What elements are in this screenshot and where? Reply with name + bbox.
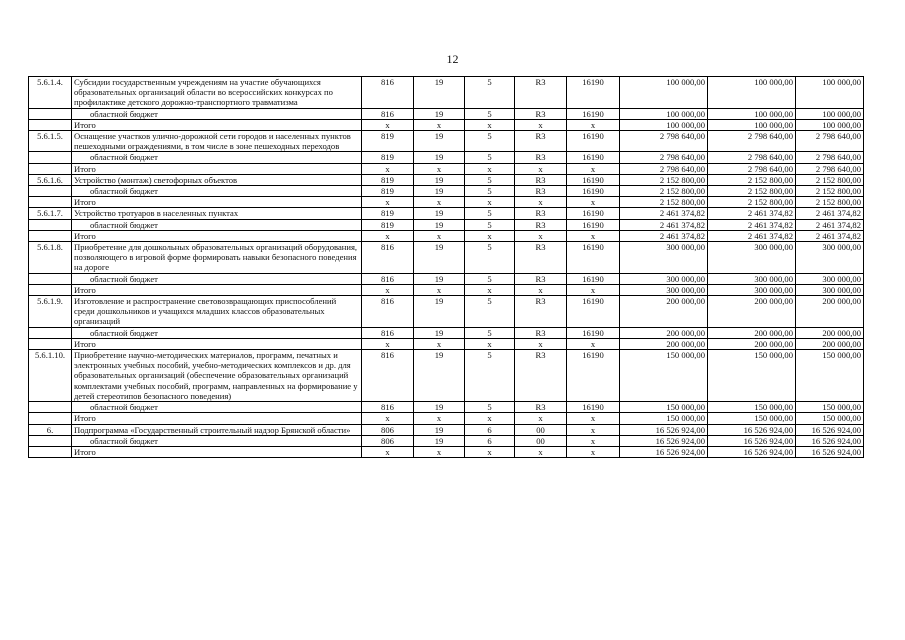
row-name: Приобретение научно-методических материалов, программ, печатных и электронных учебных пособий, учебно-методических комплексов и др. для образовательных организаций (обеспечение образовательных организаций комплектами учебных пособий, программ, направленных на формирование у детей стереотипов безопасного поведения) — [72, 350, 362, 402]
amount-year-2: 2 461 374,82 — [708, 219, 796, 230]
amount-year-3: 300 000,00 — [796, 284, 864, 295]
amount-year-2: 200 000,00 — [708, 338, 796, 349]
code-gp: 816 — [362, 402, 414, 413]
code-program: 19 — [414, 327, 465, 338]
code-direction: 16190 — [567, 296, 620, 328]
row-name: областной бюджет — [72, 273, 362, 284]
table-row — [29, 163, 864, 174]
code-subprogram: 5 — [465, 108, 515, 119]
amount-year-3: 2 461 374,82 — [796, 208, 864, 219]
amount-year-2: 2 798 640,00 — [708, 163, 796, 174]
amount-year-3: 2 798 640,00 — [796, 152, 864, 163]
code-event: 00 — [515, 424, 567, 435]
code-direction: 16190 — [567, 208, 620, 219]
code-gp: x — [362, 413, 414, 424]
code-gp: 816 — [362, 327, 414, 338]
row-name: Итого — [72, 163, 362, 174]
amount-year-3: 100 000,00 — [796, 77, 864, 109]
amount-year-3: 300 000,00 — [796, 273, 864, 284]
code-program: x — [414, 446, 465, 457]
code-subprogram: 6 — [465, 435, 515, 446]
code-direction: x — [567, 230, 620, 241]
amount-year-2: 300 000,00 — [708, 284, 796, 295]
code-subprogram: 5 — [465, 152, 515, 163]
table-row — [29, 119, 864, 130]
code-program: 19 — [414, 208, 465, 219]
code-gp: x — [362, 119, 414, 130]
row-name: Устройство тротуаров в населенных пунктах — [72, 208, 362, 219]
table-row — [29, 197, 864, 208]
code-event: R3 — [515, 152, 567, 163]
code-subprogram: x — [465, 338, 515, 349]
row-name: областной бюджет — [72, 435, 362, 446]
code-direction: x — [567, 413, 620, 424]
code-program: 19 — [414, 296, 465, 328]
amount-year-1: 2 152 800,00 — [620, 186, 708, 197]
amount-year-2: 2 461 374,82 — [708, 230, 796, 241]
amount-year-3: 100 000,00 — [796, 119, 864, 130]
code-subprogram: 5 — [465, 174, 515, 185]
amount-year-1: 2 152 800,00 — [620, 197, 708, 208]
code-direction: x — [567, 435, 620, 446]
amount-year-2: 100 000,00 — [708, 108, 796, 119]
code-subprogram: 5 — [465, 242, 515, 274]
code-program: x — [414, 163, 465, 174]
code-gp: 819 — [362, 152, 414, 163]
amount-year-3: 2 152 800,00 — [796, 174, 864, 185]
row-number: 5.6.1.4. — [29, 77, 72, 109]
code-gp: 819 — [362, 208, 414, 219]
row-name: Изготовление и распространение световозвращающих приспособлений среди дошкольников и учащихся младших классов образовательных организаций — [72, 296, 362, 328]
code-subprogram: 5 — [465, 219, 515, 230]
code-subprogram: x — [465, 413, 515, 424]
code-direction: 16190 — [567, 108, 620, 119]
code-direction: 16190 — [567, 174, 620, 185]
amount-year-3: 2 798 640,00 — [796, 163, 864, 174]
code-program: 19 — [414, 186, 465, 197]
amount-year-2: 2 798 640,00 — [708, 131, 796, 152]
amount-year-1: 150 000,00 — [620, 350, 708, 402]
table-row — [29, 446, 864, 457]
code-program: 19 — [414, 435, 465, 446]
row-number — [29, 327, 72, 338]
row-number — [29, 197, 72, 208]
page-number: 12 — [446, 52, 459, 66]
row-name: Итого — [72, 338, 362, 349]
amount-year-2: 16 526 924,00 — [708, 435, 796, 446]
code-program: 19 — [414, 152, 465, 163]
amount-year-2: 2 798 640,00 — [708, 152, 796, 163]
amount-year-1: 2 798 640,00 — [620, 163, 708, 174]
code-subprogram: x — [465, 446, 515, 457]
row-number — [29, 402, 72, 413]
amount-year-1: 16 526 924,00 — [620, 424, 708, 435]
code-direction: x — [567, 424, 620, 435]
code-direction: 16190 — [567, 131, 620, 152]
table-row — [29, 208, 864, 219]
code-gp: x — [362, 338, 414, 349]
row-name: областной бюджет — [72, 108, 362, 119]
table-row — [29, 402, 864, 413]
amount-year-2: 100 000,00 — [708, 77, 796, 109]
row-number: 5.6.1.5. — [29, 131, 72, 152]
amount-year-3: 2 798 640,00 — [796, 131, 864, 152]
code-program: x — [414, 119, 465, 130]
row-name: Устройство (монтаж) светофорных объектов — [72, 174, 362, 185]
amount-year-1: 300 000,00 — [620, 242, 708, 274]
row-name: Субсидии государственным учреждениям на участие обучающихся образовательных организаций области во всероссийских конкурсах по профилактике детского дорожно-транспортного травматизма — [72, 77, 362, 109]
code-direction: x — [567, 446, 620, 457]
table-row — [29, 174, 864, 185]
row-number: 5.6.1.6. — [29, 174, 72, 185]
code-subprogram: 5 — [465, 296, 515, 328]
table-row — [29, 424, 864, 435]
code-program: x — [414, 284, 465, 295]
row-number — [29, 446, 72, 457]
amount-year-1: 16 526 924,00 — [620, 435, 708, 446]
table-row — [29, 273, 864, 284]
amount-year-3: 300 000,00 — [796, 242, 864, 274]
code-subprogram: 5 — [465, 327, 515, 338]
row-name: областной бюджет — [72, 186, 362, 197]
amount-year-3: 2 152 800,00 — [796, 197, 864, 208]
code-gp: x — [362, 197, 414, 208]
code-event: x — [515, 413, 567, 424]
code-gp: x — [362, 446, 414, 457]
amount-year-1: 150 000,00 — [620, 413, 708, 424]
code-subprogram: x — [465, 284, 515, 295]
row-number: 5.6.1.9. — [29, 296, 72, 328]
code-gp: 806 — [362, 424, 414, 435]
table-row — [29, 152, 864, 163]
code-program: x — [414, 338, 465, 349]
amount-year-3: 2 461 374,82 — [796, 219, 864, 230]
code-gp: x — [362, 284, 414, 295]
code-program: 19 — [414, 273, 465, 284]
code-direction: x — [567, 338, 620, 349]
table-row — [29, 242, 864, 274]
code-program: 19 — [414, 108, 465, 119]
row-number: 5.6.1.8. — [29, 242, 72, 274]
code-direction: 16190 — [567, 402, 620, 413]
code-gp: 816 — [362, 77, 414, 109]
amount-year-3: 200 000,00 — [796, 327, 864, 338]
row-number — [29, 163, 72, 174]
code-gp: 819 — [362, 174, 414, 185]
code-event: x — [515, 197, 567, 208]
code-program: 19 — [414, 424, 465, 435]
code-direction: x — [567, 119, 620, 130]
amount-year-2: 300 000,00 — [708, 242, 796, 274]
table-row — [29, 338, 864, 349]
table-row — [29, 350, 864, 402]
code-subprogram: 5 — [465, 402, 515, 413]
code-event: R3 — [515, 208, 567, 219]
amount-year-3: 2 461 374,82 — [796, 230, 864, 241]
code-program: 19 — [414, 77, 465, 109]
row-number — [29, 435, 72, 446]
code-gp: 819 — [362, 186, 414, 197]
code-program: 19 — [414, 350, 465, 402]
code-direction: 16190 — [567, 186, 620, 197]
table-row — [29, 284, 864, 295]
amount-year-1: 16 526 924,00 — [620, 446, 708, 457]
amount-year-1: 100 000,00 — [620, 119, 708, 130]
amount-year-1: 2 461 374,82 — [620, 230, 708, 241]
row-name: областной бюджет — [72, 327, 362, 338]
amount-year-3: 100 000,00 — [796, 108, 864, 119]
code-event: R3 — [515, 350, 567, 402]
code-event: R3 — [515, 219, 567, 230]
amount-year-1: 200 000,00 — [620, 296, 708, 328]
budget-table-body — [29, 77, 864, 458]
amount-year-1: 2 798 640,00 — [620, 152, 708, 163]
code-event: x — [515, 446, 567, 457]
code-program: x — [414, 413, 465, 424]
code-gp: 816 — [362, 273, 414, 284]
code-subprogram: 5 — [465, 273, 515, 284]
table-row — [29, 413, 864, 424]
amount-year-2: 100 000,00 — [708, 119, 796, 130]
code-program: x — [414, 197, 465, 208]
code-event: x — [515, 163, 567, 174]
table-row — [29, 77, 864, 109]
row-name: областной бюджет — [72, 152, 362, 163]
amount-year-1: 2 461 374,82 — [620, 208, 708, 219]
code-subprogram: 5 — [465, 208, 515, 219]
amount-year-2: 150 000,00 — [708, 413, 796, 424]
code-subprogram: 5 — [465, 77, 515, 109]
code-direction: 16190 — [567, 242, 620, 274]
amount-year-1: 2 152 800,00 — [620, 174, 708, 185]
code-gp: 816 — [362, 296, 414, 328]
amount-year-3: 2 152 800,00 — [796, 186, 864, 197]
table-row — [29, 131, 864, 152]
code-program: 19 — [414, 174, 465, 185]
code-subprogram: 5 — [465, 186, 515, 197]
code-program: 19 — [414, 219, 465, 230]
code-subprogram: 5 — [465, 131, 515, 152]
table-row — [29, 435, 864, 446]
table-row — [29, 327, 864, 338]
code-subprogram: 5 — [465, 350, 515, 402]
row-name: Итого — [72, 197, 362, 208]
amount-year-2: 16 526 924,00 — [708, 446, 796, 457]
amount-year-2: 200 000,00 — [708, 296, 796, 328]
amount-year-1: 2 798 640,00 — [620, 131, 708, 152]
code-program: 19 — [414, 242, 465, 274]
row-number — [29, 284, 72, 295]
amount-year-1: 2 461 374,82 — [620, 219, 708, 230]
amount-year-1: 150 000,00 — [620, 402, 708, 413]
code-direction: 16190 — [567, 219, 620, 230]
amount-year-3: 150 000,00 — [796, 350, 864, 402]
code-event: R3 — [515, 273, 567, 284]
code-subprogram: x — [465, 163, 515, 174]
row-name: Оснащение участков улично-дорожной сети городов и населенных пунктов пешеходными ограждениями, в том числе в зоне пешеходных переходов — [72, 131, 362, 152]
amount-year-2: 16 526 924,00 — [708, 424, 796, 435]
code-event: x — [515, 284, 567, 295]
row-name: Итого — [72, 284, 362, 295]
code-direction: 16190 — [567, 327, 620, 338]
row-name: Итого — [72, 119, 362, 130]
amount-year-2: 300 000,00 — [708, 273, 796, 284]
table-row — [29, 296, 864, 328]
row-name: Итого — [72, 413, 362, 424]
table-row — [29, 219, 864, 230]
row-number — [29, 273, 72, 284]
row-name: областной бюджет — [72, 402, 362, 413]
code-subprogram: 6 — [465, 424, 515, 435]
amount-year-2: 2 461 374,82 — [708, 208, 796, 219]
code-event: x — [515, 230, 567, 241]
code-gp: x — [362, 163, 414, 174]
code-event: R3 — [515, 242, 567, 274]
code-event: R3 — [515, 186, 567, 197]
amount-year-2: 2 152 800,00 — [708, 186, 796, 197]
code-event: R3 — [515, 296, 567, 328]
code-gp: 806 — [362, 435, 414, 446]
code-direction: x — [567, 197, 620, 208]
code-event: R3 — [515, 77, 567, 109]
code-program: 19 — [414, 402, 465, 413]
row-name: Приобретение для дошкольных образовательных организаций оборудования, позволяющего в игровой форме формировать навыки безопасного поведения на дороге — [72, 242, 362, 274]
row-number: 6. — [29, 424, 72, 435]
code-direction: x — [567, 163, 620, 174]
code-event: x — [515, 119, 567, 130]
amount-year-1: 100 000,00 — [620, 108, 708, 119]
code-gp: 816 — [362, 242, 414, 274]
row-name: Итого — [72, 446, 362, 457]
row-number — [29, 108, 72, 119]
code-direction: x — [567, 284, 620, 295]
code-gp: 819 — [362, 219, 414, 230]
code-direction: 16190 — [567, 77, 620, 109]
code-gp: 816 — [362, 350, 414, 402]
table-row — [29, 186, 864, 197]
budget-table — [28, 76, 864, 458]
amount-year-2: 150 000,00 — [708, 402, 796, 413]
row-number — [29, 186, 72, 197]
table-row — [29, 230, 864, 241]
amount-year-2: 200 000,00 — [708, 327, 796, 338]
row-number — [29, 413, 72, 424]
code-event: 00 — [515, 435, 567, 446]
row-number — [29, 152, 72, 163]
amount-year-1: 200 000,00 — [620, 327, 708, 338]
amount-year-3: 200 000,00 — [796, 338, 864, 349]
row-number — [29, 338, 72, 349]
code-program: x — [414, 230, 465, 241]
code-subprogram: x — [465, 230, 515, 241]
code-event: R3 — [515, 174, 567, 185]
code-gp: 816 — [362, 108, 414, 119]
code-subprogram: x — [465, 197, 515, 208]
code-direction: 16190 — [567, 350, 620, 402]
row-name: Подпрограмма «Государственный строительный надзор Брянской области» — [72, 424, 362, 435]
row-number: 5.6.1.7. — [29, 208, 72, 219]
table-row — [29, 108, 864, 119]
amount-year-3: 150 000,00 — [796, 413, 864, 424]
row-name: областной бюджет — [72, 219, 362, 230]
amount-year-1: 300 000,00 — [620, 273, 708, 284]
amount-year-2: 150 000,00 — [708, 350, 796, 402]
row-name: Итого — [72, 230, 362, 241]
amount-year-1: 100 000,00 — [620, 77, 708, 109]
code-event: R3 — [515, 327, 567, 338]
code-event: R3 — [515, 108, 567, 119]
amount-year-3: 150 000,00 — [796, 402, 864, 413]
amount-year-2: 2 152 800,00 — [708, 197, 796, 208]
amount-year-1: 200 000,00 — [620, 338, 708, 349]
code-event: R3 — [515, 131, 567, 152]
row-number — [29, 119, 72, 130]
code-program: 19 — [414, 131, 465, 152]
row-number: 5.6.1.10. — [29, 350, 72, 402]
amount-year-1: 300 000,00 — [620, 284, 708, 295]
amount-year-3: 200 000,00 — [796, 296, 864, 328]
amount-year-3: 16 526 924,00 — [796, 446, 864, 457]
code-direction: 16190 — [567, 152, 620, 163]
row-number — [29, 230, 72, 241]
code-gp: 819 — [362, 131, 414, 152]
code-subprogram: x — [465, 119, 515, 130]
code-direction: 16190 — [567, 273, 620, 284]
amount-year-3: 16 526 924,00 — [796, 435, 864, 446]
amount-year-2: 2 152 800,00 — [708, 174, 796, 185]
code-event: x — [515, 338, 567, 349]
code-gp: x — [362, 230, 414, 241]
row-number — [29, 219, 72, 230]
amount-year-3: 16 526 924,00 — [796, 424, 864, 435]
code-event: R3 — [515, 402, 567, 413]
